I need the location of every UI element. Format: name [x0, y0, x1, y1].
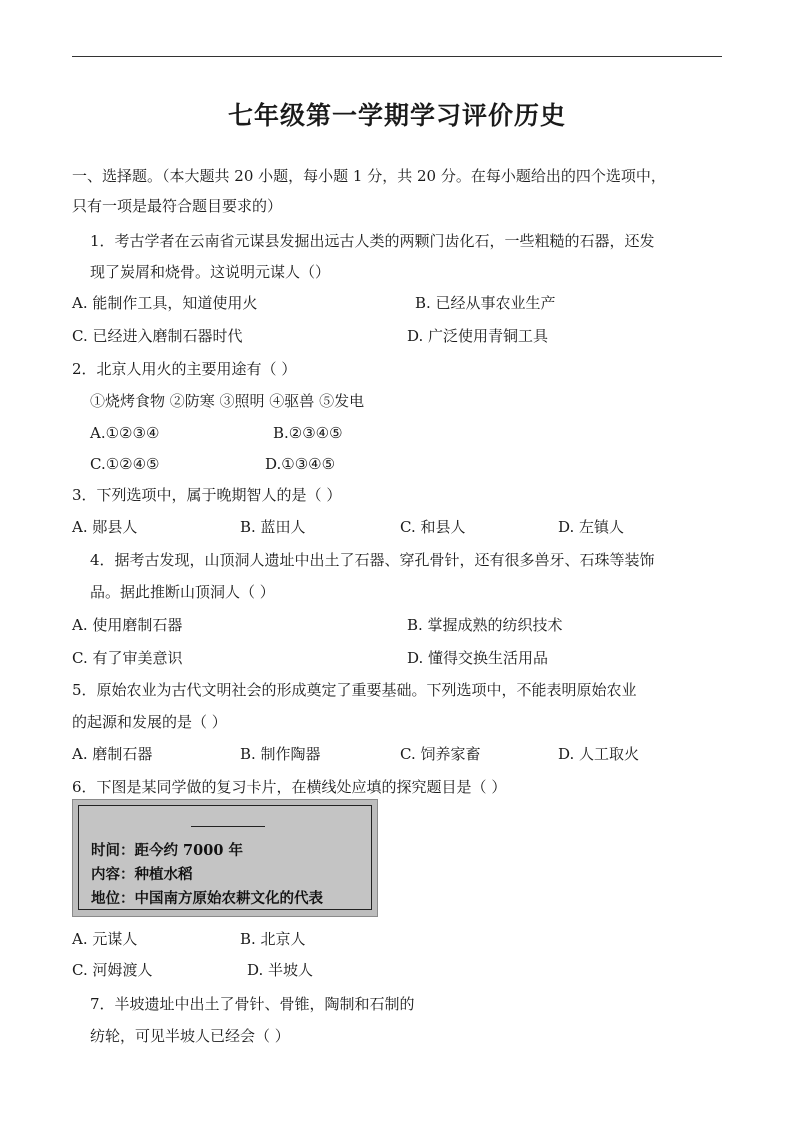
q2-items: ①烧烤食物 ②防寒 ③照明 ④驱兽 ⑤发电	[90, 392, 365, 410]
review-card-time: 时间：距今约 7000 年	[91, 842, 243, 859]
q6-option-b: B. 北京人	[240, 930, 306, 948]
q5-option-c: C. 饲养家畜	[400, 745, 481, 763]
q7-stem-line2: 纺轮，可见半坡人已经会（ ）	[90, 1027, 290, 1045]
q4-option-d: D. 懂得交换生活用品	[407, 649, 549, 667]
q1-stem-line2: 现了炭屑和烧骨。这说明元谋人（）	[90, 263, 331, 281]
q6-option-a: A. 元谋人	[72, 930, 138, 948]
q4-stem-line1: 4．据考古发现，山顶洞人遗址中出土了石器、穿孔骨针，还有很多兽牙、石珠等装饰	[90, 551, 655, 569]
header-rule	[72, 56, 722, 57]
q5-stem-line2: 的起源和发展的是（ ）	[72, 713, 227, 731]
q2-option-a: A.①②③④	[90, 424, 160, 442]
review-card-image	[72, 799, 378, 917]
q3-stem: 3．下列选项中，属于晚期智人的是（ ）	[72, 486, 342, 504]
q1-option-d: D. 广泛使用青铜工具	[407, 327, 549, 345]
q4-option-a: A. 使用磨制石器	[72, 616, 183, 634]
q4-stem-line2: 品。据此推断山顶洞人（ ）	[90, 583, 275, 601]
q7-stem-line1: 7．半坡遗址中出土了骨针、骨锥，陶制和石制的	[90, 995, 415, 1013]
q6-stem: 6．下图是某同学做的复习卡片，在横线处应填的探究题目是（ ）	[72, 778, 507, 796]
q3-option-a: A. 郧县人	[72, 518, 138, 536]
q3-option-c: C. 和县人	[400, 518, 466, 536]
q4-option-b: B. 掌握成熟的纺织技术	[407, 616, 563, 634]
section-heading-line2: 只有一项是最符合题目要求的）	[72, 197, 283, 215]
section-heading-line1: 一、选择题。（本大题共 20 小题，每小题 1 分，共 20 分。在每小题给出的四个选项中，	[72, 167, 666, 185]
review-card-blank-line	[191, 826, 265, 827]
q5-option-d: D. 人工取火	[558, 745, 640, 763]
page-title: 七年级第一学期学习评价历史	[227, 101, 566, 130]
q5-stem-line1: 5．原始农业为古代文明社会的形成奠定了重要基础。下列选项中，不能表明原始农业	[72, 681, 637, 699]
q2-option-d: D.①③④⑤	[265, 455, 336, 473]
review-card-status: 地位：中国南方原始农耕文化的代表	[91, 890, 323, 907]
q1-option-a: A. 能制作工具，知道使用火	[72, 294, 258, 312]
q5-option-a: A. 磨制石器	[72, 745, 153, 763]
q1-stem-line1: 1．考古学者在云南省元谋县发掘出远古人类的两颗门齿化石，一些粗糙的石器，还发	[90, 232, 655, 250]
review-card-content: 内容：种植水稻	[91, 866, 193, 883]
q3-option-d: D. 左镇人	[558, 518, 625, 536]
review-card-frame	[78, 805, 372, 910]
q6-option-c: C. 河姆渡人	[72, 961, 153, 979]
q2-option-c: C.①②④⑤	[90, 455, 160, 473]
q4-option-c: C. 有了审美意识	[72, 649, 183, 667]
q2-option-b: B.②③④⑤	[273, 424, 343, 442]
q2-stem: 2．北京人用火的主要用途有（ ）	[72, 360, 297, 378]
q5-option-b: B. 制作陶器	[240, 745, 321, 763]
q6-option-d: D. 半坡人	[247, 961, 314, 979]
q1-option-c: C. 已经进入磨制石器时代	[72, 327, 243, 345]
q3-option-b: B. 蓝田人	[240, 518, 306, 536]
q1-option-b: B. 已经从事农业生产	[415, 294, 556, 312]
